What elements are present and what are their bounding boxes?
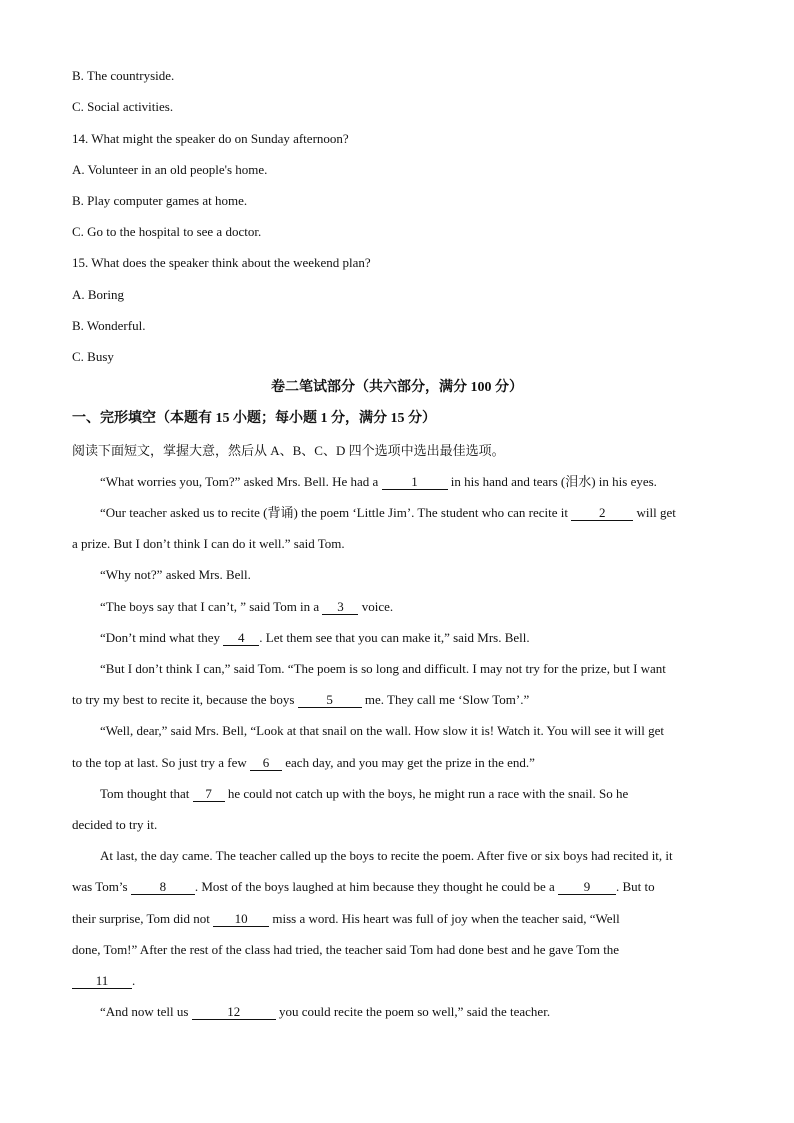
passage-line: “Our teacher asked us to recite (背诵) the poem ‘Little Jim’. The student who can recite it 2 will get (100, 505, 676, 520)
passage-line: “And now tell us 12 you could recite the poem so well,” said the teacher. (100, 1004, 551, 1019)
passage-line: a prize. But I don’t think I can do it well.” said Tom. (72, 536, 345, 551)
blank-6: 6 (250, 755, 282, 771)
blank-4: 4 (223, 630, 259, 646)
passage-line: Tom thought that 7 he could not catch up with the boys, he might run a race with the snail. So he (100, 786, 629, 801)
passage-line: “But I don’t think I can,” said Tom. “The poem is so long and difficult. I may not try for the prize, but I want (100, 661, 666, 676)
passage-line: was Tom’s 8 . Most of the boys laughed at him because they thought he could be a 9 . But to (72, 879, 655, 894)
passage-line: “Don’t mind what they 4 . Let them see that you can make it,” said Mrs. Bell. (100, 630, 530, 645)
passage-line: “Why not?” asked Mrs. Bell. (100, 567, 251, 582)
passage-line: “The boys say that I can’t, ” said Tom in a 3 voice. (100, 599, 394, 614)
passage-line: “What worries you, Tom?” asked Mrs. Bell. He had a 1 in his hand and tears (泪水) in his eyes. (100, 474, 657, 489)
blank-11: 11 (72, 973, 132, 989)
passage-line: decided to try it. (72, 817, 158, 832)
blank-5: 5 (298, 692, 362, 708)
blank-2: 2 (571, 505, 633, 521)
passage-line: to the top at last. So just try a few 6 each day, and you may get the prize in the end.” (72, 755, 535, 770)
question-15: 15. What does the speaker think about the weekend plan? (72, 255, 371, 270)
blank-7: 7 (193, 786, 225, 802)
q15-option-b: B. Wonderful. (72, 318, 146, 333)
instructions: 阅读下面短文，掌握大意，然后从 A、B、C、D 四个选项中选出最佳选项。 (72, 443, 505, 458)
option-b-countryside: B. The countryside. (72, 68, 175, 83)
blank-8: 8 (131, 879, 195, 895)
blank-12: 12 (192, 1004, 276, 1020)
blank-3: 3 (322, 599, 358, 615)
q15-option-c: C. Busy (72, 349, 114, 364)
section-title: 卷二笔试部分（共六部分，满分 100 分） (271, 380, 523, 395)
part1-title: 一、完形填空（本题有 15 小题；每小题 1 分，满分 15 分） (72, 411, 436, 426)
passage-line: At last, the day came. The teacher called up the boys to recite the poem. After five or six boys had recited it, it (100, 848, 673, 863)
passage-line: to try my best to recite it, because the boys 5 me. They call me ‘Slow Tom’.” (72, 692, 530, 707)
option-c-social-activities: C. Social activities. (72, 99, 174, 114)
question-14: 14. What might the speaker do on Sunday afternoon? (72, 131, 349, 146)
q14-option-c: C. Go to the hospital to see a doctor. (72, 224, 262, 239)
q15-option-a: A. Boring (72, 287, 124, 302)
passage-line: 11 . (72, 972, 135, 990)
passage-line: “Well, dear,” said Mrs. Bell, “Look at that snail on the wall. How slow it is! Watch it. You will see it will get (100, 723, 665, 738)
blank-9: 9 (558, 879, 616, 895)
blank-10: 10 (213, 911, 269, 927)
blank-1: 1 (382, 474, 448, 490)
q14-option-a: A. Volunteer in an old people's home. (72, 162, 268, 177)
q14-option-b: B. Play computer games at home. (72, 193, 248, 208)
passage-line: their surprise, Tom did not 10 miss a word. His heart was full of joy when the teacher said, “Well (72, 911, 620, 926)
passage-line: done, Tom!” After the rest of the class had tried, the teacher said Tom had done best and he gave Tom the (72, 942, 620, 957)
